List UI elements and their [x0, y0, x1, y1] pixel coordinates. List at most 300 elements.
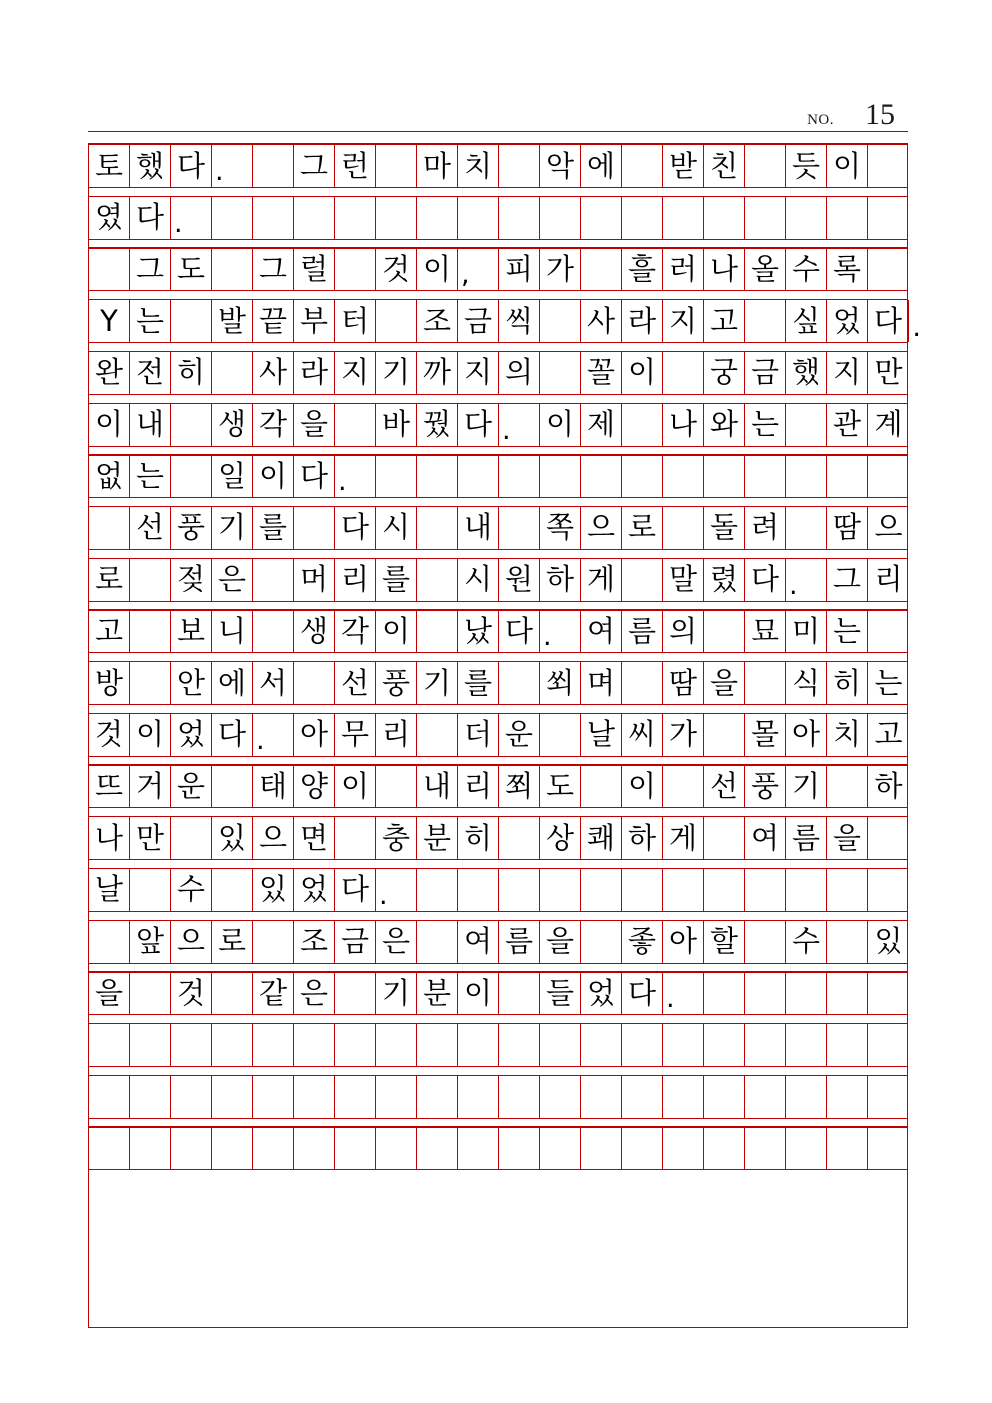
manuscript-cell-empty[interactable] [417, 559, 458, 601]
manuscript-cell[interactable]: 수 [786, 921, 827, 963]
manuscript-cell[interactable]: 쪽 [540, 507, 581, 549]
manuscript-cell-empty[interactable] [89, 921, 130, 963]
manuscript-cell[interactable]: 충 [376, 817, 417, 859]
manuscript-cell-empty[interactable] [827, 765, 868, 807]
manuscript-cell-empty[interactable] [622, 1127, 663, 1169]
manuscript-cell[interactable]: 에 [212, 662, 253, 704]
manuscript-cell-empty[interactable] [212, 972, 253, 1014]
manuscript-cell-empty[interactable] [417, 610, 458, 652]
manuscript-cell-empty[interactable] [868, 197, 909, 239]
manuscript-cell-empty[interactable] [663, 455, 704, 497]
manuscript-cell-empty[interactable] [335, 197, 376, 239]
manuscript-cell-empty[interactable] [376, 1024, 417, 1066]
manuscript-cell-empty[interactable] [335, 1076, 376, 1118]
manuscript-cell-empty[interactable] [335, 404, 376, 446]
manuscript-cell[interactable]: 다 [335, 507, 376, 549]
manuscript-cell[interactable]: 리 [458, 765, 499, 807]
manuscript-cell[interactable]: 리 [335, 559, 376, 601]
manuscript-cell-empty[interactable] [130, 1076, 171, 1118]
manuscript-cell[interactable]: 는 [874, 665, 903, 700]
manuscript-cell[interactable]: 히 [827, 662, 868, 704]
manuscript-cell[interactable]: Y [89, 300, 130, 342]
manuscript-cell-empty[interactable] [212, 248, 253, 290]
manuscript-cell-empty[interactable] [581, 1076, 622, 1118]
manuscript-cell-empty[interactable] [540, 869, 581, 911]
manuscript-cell-empty[interactable] [212, 869, 253, 911]
manuscript-cell[interactable]: 몰 [745, 714, 786, 756]
manuscript-cell[interactable]: 생 [294, 610, 335, 652]
manuscript-cell[interactable]: 수 [786, 248, 827, 290]
manuscript-cell-empty[interactable] [745, 972, 786, 1014]
manuscript-cell[interactable]: 었 [294, 869, 335, 911]
manuscript-cell[interactable]: 각 [253, 404, 294, 446]
manuscript-cell[interactable]: 히 [171, 352, 212, 394]
manuscript-cell[interactable]: 을 [704, 662, 745, 704]
manuscript-cell-empty[interactable] [827, 1076, 868, 1118]
manuscript-cell[interactable]: 날 [89, 869, 130, 911]
manuscript-cell[interactable]: 은 [376, 921, 417, 963]
manuscript-cell-empty[interactable] [294, 1024, 335, 1066]
manuscript-cell[interactable]: 다 [130, 197, 171, 239]
manuscript-cell[interactable]: 완 [89, 352, 130, 394]
manuscript-cell[interactable]: 아 [294, 714, 335, 756]
manuscript-cell[interactable]: . [171, 197, 212, 239]
manuscript-cell[interactable]: 지 [663, 300, 704, 342]
manuscript-cell[interactable]: 을 [89, 972, 130, 1014]
manuscript-cell-empty[interactable] [89, 1127, 130, 1169]
manuscript-cell[interactable]: 라 [294, 352, 335, 394]
manuscript-cell-empty[interactable] [376, 1076, 417, 1118]
manuscript-cell-empty[interactable] [540, 1076, 581, 1118]
manuscript-cell[interactable]: 이 [622, 765, 663, 807]
manuscript-cell-empty[interactable] [745, 921, 786, 963]
manuscript-cell[interactable]: 으 [581, 507, 622, 549]
manuscript-cell[interactable]: 름 [622, 610, 663, 652]
manuscript-cell-empty[interactable] [868, 1076, 909, 1118]
manuscript-cell[interactable]: 럴 [294, 248, 335, 290]
manuscript-cell[interactable]: 은 [294, 972, 335, 1014]
manuscript-cell[interactable]: 올 [745, 248, 786, 290]
manuscript-cell[interactable]: . [499, 404, 540, 446]
manuscript-cell[interactable]: 좋 [622, 921, 663, 963]
manuscript-cell[interactable]: 는 [130, 300, 171, 342]
manuscript-cell-empty[interactable] [499, 1076, 540, 1118]
manuscript-cell-empty[interactable] [745, 455, 786, 497]
manuscript-cell[interactable]: 고 [704, 300, 745, 342]
manuscript-cell[interactable]: 계 [874, 407, 903, 442]
manuscript-cell[interactable]: 더 [458, 714, 499, 756]
manuscript-cell-empty[interactable] [253, 1024, 294, 1066]
manuscript-cell-empty[interactable] [540, 352, 581, 394]
manuscript-cell-empty[interactable] [171, 1127, 212, 1169]
manuscript-cell[interactable]: 날 [581, 714, 622, 756]
manuscript-cell[interactable]: 원 [499, 559, 540, 601]
manuscript-cell[interactable]: 이 [540, 404, 581, 446]
manuscript-cell[interactable]: 있 [212, 817, 253, 859]
manuscript-cell-empty[interactable] [171, 1076, 212, 1118]
manuscript-cell-empty[interactable] [335, 1127, 376, 1169]
manuscript-cell[interactable]: 나 [704, 248, 745, 290]
manuscript-cell-empty[interactable] [622, 404, 663, 446]
manuscript-cell-empty[interactable] [499, 817, 540, 859]
manuscript-cell[interactable]: 사 [253, 352, 294, 394]
manuscript-cell[interactable]: 하 [540, 559, 581, 601]
manuscript-cell[interactable]: 쾌 [581, 817, 622, 859]
manuscript-cell[interactable]: 이 [376, 610, 417, 652]
manuscript-cell[interactable]: 분 [417, 817, 458, 859]
manuscript-cell-empty[interactable] [663, 1127, 704, 1169]
manuscript-cell[interactable]: 땀 [827, 507, 868, 549]
manuscript-cell[interactable]: 으 [874, 510, 903, 545]
manuscript-cell-empty[interactable] [540, 714, 581, 756]
manuscript-cell-empty[interactable] [704, 197, 745, 239]
manuscript-cell-empty[interactable] [622, 869, 663, 911]
manuscript-cell[interactable]: 의 [663, 610, 704, 652]
manuscript-cell-empty[interactable] [458, 1127, 499, 1169]
manuscript-cell[interactable]: 씩 [499, 300, 540, 342]
manuscript-cell[interactable]: 다 [868, 300, 909, 342]
manuscript-cell-empty[interactable] [581, 869, 622, 911]
manuscript-cell-empty[interactable] [294, 197, 335, 239]
manuscript-cell-empty[interactable] [376, 765, 417, 807]
manuscript-cell-empty[interactable] [663, 507, 704, 549]
manuscript-cell[interactable]: 그 [253, 248, 294, 290]
manuscript-cell-empty[interactable] [130, 559, 171, 601]
manuscript-cell-empty[interactable] [622, 145, 663, 187]
manuscript-cell[interactable]: 다 [745, 559, 786, 601]
manuscript-cell-empty[interactable] [130, 662, 171, 704]
manuscript-cell[interactable]: 것 [171, 972, 212, 1014]
manuscript-cell-empty[interactable] [704, 869, 745, 911]
manuscript-cell[interactable]: 그 [827, 559, 868, 601]
manuscript-cell[interactable]: 있 [253, 869, 294, 911]
manuscript-cell-empty[interactable] [212, 197, 253, 239]
manuscript-cell-empty[interactable] [827, 1127, 868, 1169]
manuscript-cell-empty[interactable] [622, 1076, 663, 1118]
manuscript-cell[interactable]: 시 [376, 507, 417, 549]
manuscript-cell[interactable]: 뜨 [89, 765, 130, 807]
manuscript-cell-empty[interactable] [212, 765, 253, 807]
manuscript-cell[interactable]: 으 [171, 921, 212, 963]
manuscript-cell[interactable]: 것 [376, 248, 417, 290]
manuscript-cell-empty[interactable] [458, 1076, 499, 1118]
manuscript-cell-empty[interactable] [868, 610, 909, 652]
manuscript-cell[interactable]: 이 [335, 765, 376, 807]
manuscript-cell-empty[interactable] [335, 248, 376, 290]
manuscript-cell[interactable]: 서 [253, 662, 294, 704]
manuscript-cell[interactable]: 내 [417, 765, 458, 807]
manuscript-cell[interactable]: 까 [417, 352, 458, 394]
manuscript-cell-empty[interactable] [663, 352, 704, 394]
manuscript-cell-empty[interactable] [827, 197, 868, 239]
manuscript-cell-empty[interactable] [294, 1127, 335, 1169]
manuscript-cell[interactable]: 선 [335, 662, 376, 704]
manuscript-cell[interactable]: 런 [335, 145, 376, 187]
manuscript-cell-empty[interactable] [253, 197, 294, 239]
manuscript-cell-empty[interactable] [499, 869, 540, 911]
manuscript-cell-empty[interactable] [417, 714, 458, 756]
manuscript-cell[interactable]: 안 [171, 662, 212, 704]
manuscript-cell-empty[interactable] [622, 1024, 663, 1066]
manuscript-cell[interactable]: 수 [171, 869, 212, 911]
manuscript-cell[interactable]: 가 [663, 714, 704, 756]
manuscript-cell-empty[interactable] [786, 1076, 827, 1118]
manuscript-cell-empty[interactable] [171, 455, 212, 497]
manuscript-cell[interactable]: 의 [499, 352, 540, 394]
manuscript-cell-empty[interactable] [704, 972, 745, 1014]
manuscript-cell-empty[interactable] [171, 300, 212, 342]
manuscript-cell[interactable]: 났 [458, 610, 499, 652]
manuscript-cell[interactable]: 씨 [622, 714, 663, 756]
manuscript-cell-empty[interactable] [581, 455, 622, 497]
manuscript-cell-empty[interactable] [499, 662, 540, 704]
manuscript-cell-empty[interactable] [89, 248, 130, 290]
manuscript-cell[interactable]: 으 [253, 817, 294, 859]
manuscript-cell[interactable]: 었 [581, 972, 622, 1014]
manuscript-cell[interactable]: , [458, 248, 499, 290]
manuscript-cell-empty[interactable] [704, 1024, 745, 1066]
manuscript-cell[interactable]: 을 [294, 404, 335, 446]
manuscript-cell-empty[interactable] [376, 455, 417, 497]
manuscript-cell[interactable]: 무 [335, 714, 376, 756]
manuscript-cell[interactable]: 운 [499, 714, 540, 756]
manuscript-cell[interactable]: 은 [212, 559, 253, 601]
manuscript-cell[interactable]: 듯 [786, 145, 827, 187]
manuscript-cell-empty[interactable] [868, 145, 909, 187]
manuscript-cell-empty[interactable] [704, 455, 745, 497]
manuscript-cell[interactable]: 묘 [745, 610, 786, 652]
manuscript-cell-empty[interactable] [868, 972, 909, 1014]
manuscript-cell[interactable]: 로 [622, 507, 663, 549]
manuscript-cell-empty[interactable] [294, 507, 335, 549]
manuscript-cell[interactable]: 금 [745, 352, 786, 394]
manuscript-cell-empty[interactable] [376, 1127, 417, 1169]
manuscript-cell[interactable]: . [212, 145, 253, 187]
manuscript-cell[interactable]: 발 [212, 300, 253, 342]
manuscript-cell-empty[interactable] [294, 1076, 335, 1118]
manuscript-cell[interactable]: 것 [89, 714, 130, 756]
manuscript-cell-empty[interactable] [499, 507, 540, 549]
manuscript-cell[interactable]: 에 [581, 145, 622, 187]
manuscript-cell[interactable]: 내 [130, 404, 171, 446]
manuscript-cell-empty[interactable] [540, 455, 581, 497]
manuscript-cell-empty[interactable] [89, 1024, 130, 1066]
manuscript-cell-empty[interactable] [417, 197, 458, 239]
manuscript-cell[interactable]: . [663, 972, 704, 1014]
manuscript-cell-empty[interactable] [171, 404, 212, 446]
manuscript-cell[interactable]: 일 [212, 455, 253, 497]
manuscript-cell[interactable]: 름 [786, 817, 827, 859]
manuscript-cell-empty[interactable] [499, 972, 540, 1014]
manuscript-cell[interactable]: 태 [253, 765, 294, 807]
manuscript-cell[interactable]: 고 [874, 717, 903, 752]
manuscript-cell[interactable]: 마 [417, 145, 458, 187]
manuscript-cell-empty[interactable] [827, 972, 868, 1014]
manuscript-cell-empty[interactable] [253, 145, 294, 187]
manuscript-cell[interactable]: 땀 [663, 662, 704, 704]
manuscript-cell-empty[interactable] [253, 921, 294, 963]
manuscript-cell[interactable]: 도 [171, 248, 212, 290]
manuscript-cell-empty[interactable] [581, 921, 622, 963]
manuscript-cell-empty[interactable] [786, 972, 827, 1014]
manuscript-cell[interactable]: 러 [663, 248, 704, 290]
manuscript-cell[interactable]: 돌 [704, 507, 745, 549]
manuscript-cell-empty[interactable] [335, 1024, 376, 1066]
manuscript-cell[interactable]: 면 [294, 817, 335, 859]
manuscript-cell-empty[interactable] [704, 1076, 745, 1118]
manuscript-cell[interactable]: 관 [827, 404, 868, 446]
manuscript-cell[interactable]: 쐬 [540, 662, 581, 704]
manuscript-cell[interactable]: 치 [827, 714, 868, 756]
manuscript-cell-empty[interactable] [89, 507, 130, 549]
manuscript-cell-empty[interactable] [745, 1127, 786, 1169]
manuscript-cell-empty[interactable] [417, 507, 458, 549]
manuscript-cell[interactable]: 했 [130, 145, 171, 187]
manuscript-cell[interactable]: 젖 [171, 559, 212, 601]
manuscript-cell[interactable]: 상 [540, 817, 581, 859]
manuscript-cell[interactable]: 아 [786, 714, 827, 756]
manuscript-cell[interactable]: 였 [89, 197, 130, 239]
manuscript-cell-empty[interactable] [622, 662, 663, 704]
manuscript-cell-empty[interactable] [581, 1127, 622, 1169]
manuscript-cell[interactable]: 흘 [622, 248, 663, 290]
manuscript-cell-empty[interactable] [827, 1024, 868, 1066]
manuscript-cell-empty[interactable] [540, 197, 581, 239]
manuscript-cell-empty[interactable] [499, 145, 540, 187]
manuscript-cell[interactable]: 금 [458, 300, 499, 342]
manuscript-cell[interactable]: 친 [704, 145, 745, 187]
manuscript-cell[interactable]: 이 [622, 352, 663, 394]
manuscript-cell-empty[interactable] [253, 559, 294, 601]
manuscript-cell[interactable]: 미 [786, 610, 827, 652]
manuscript-cell-empty[interactable] [540, 1024, 581, 1066]
manuscript-cell-empty[interactable] [212, 352, 253, 394]
manuscript-cell-empty[interactable] [581, 765, 622, 807]
manuscript-cell-empty[interactable] [171, 1024, 212, 1066]
manuscript-cell[interactable]: 부 [294, 300, 335, 342]
manuscript-cell[interactable]: 며 [581, 662, 622, 704]
manuscript-cell[interactable]: 다 [622, 972, 663, 1014]
manuscript-cell[interactable]: 다 [212, 714, 253, 756]
manuscript-cell-empty[interactable] [745, 300, 786, 342]
manuscript-cell[interactable]: 말 [663, 559, 704, 601]
manuscript-cell[interactable]: 금 [335, 921, 376, 963]
manuscript-cell[interactable]: . [376, 869, 417, 911]
manuscript-cell[interactable]: 여 [458, 921, 499, 963]
manuscript-cell[interactable]: 하 [874, 768, 903, 803]
manuscript-cell-empty[interactable] [663, 197, 704, 239]
manuscript-cell[interactable]: 이 [130, 714, 171, 756]
manuscript-cell[interactable]: 만 [130, 817, 171, 859]
manuscript-cell[interactable]: 을 [540, 921, 581, 963]
manuscript-cell[interactable]: 피 [499, 248, 540, 290]
manuscript-cell[interactable]: 싶 [786, 300, 827, 342]
manuscript-cell[interactable]: 조 [417, 300, 458, 342]
manuscript-cell-empty[interactable] [417, 1127, 458, 1169]
manuscript-cell-empty[interactable] [868, 455, 909, 497]
manuscript-cell-empty[interactable] [622, 455, 663, 497]
manuscript-cell[interactable]: 아 [663, 921, 704, 963]
manuscript-cell-empty[interactable] [663, 869, 704, 911]
manuscript-cell[interactable]: 없 [89, 455, 130, 497]
manuscript-cell[interactable]: 다 [499, 610, 540, 652]
manuscript-cell[interactable]: 여 [745, 817, 786, 859]
manuscript-cell-empty[interactable] [540, 1127, 581, 1169]
manuscript-cell-empty[interactable] [745, 662, 786, 704]
manuscript-cell-empty[interactable] [130, 610, 171, 652]
manuscript-cell[interactable]: 이 [253, 455, 294, 497]
manuscript-cell[interactable]: 려 [745, 507, 786, 549]
manuscript-cell[interactable]: 나 [89, 817, 130, 859]
manuscript-cell[interactable]: 있 [874, 924, 903, 959]
manuscript-cell[interactable]: 이 [458, 972, 499, 1014]
manuscript-cell[interactable]: 거 [130, 765, 171, 807]
manuscript-cell-empty[interactable] [786, 869, 827, 911]
manuscript-cell-empty[interactable] [294, 662, 335, 704]
manuscript-cell-empty[interactable] [540, 300, 581, 342]
manuscript-cell-empty[interactable] [663, 1076, 704, 1118]
manuscript-cell-empty[interactable] [704, 817, 745, 859]
manuscript-cell[interactable]: 이 [89, 404, 130, 446]
manuscript-cell[interactable]: . [540, 610, 581, 652]
manuscript-cell[interactable]: 여 [581, 610, 622, 652]
manuscript-cell-empty[interactable] [212, 1024, 253, 1066]
manuscript-cell[interactable]: 를 [253, 507, 294, 549]
manuscript-cell[interactable]: 와 [704, 404, 745, 446]
manuscript-cell-empty[interactable] [499, 455, 540, 497]
manuscript-cell-empty[interactable] [868, 1024, 909, 1066]
manuscript-cell[interactable]: 그 [294, 145, 335, 187]
manuscript-cell-empty[interactable] [745, 197, 786, 239]
manuscript-cell[interactable]: 록 [827, 248, 868, 290]
manuscript-cell[interactable]: 꿨 [417, 404, 458, 446]
manuscript-cell[interactable]: 다 [335, 869, 376, 911]
manuscript-cell[interactable]: 게 [581, 559, 622, 601]
manuscript-cell-empty[interactable] [458, 455, 499, 497]
manuscript-cell[interactable]: . [786, 559, 827, 601]
manuscript-cell-empty[interactable] [704, 1127, 745, 1169]
manuscript-cell[interactable]: 전 [130, 352, 171, 394]
manuscript-cell[interactable]: 시 [458, 559, 499, 601]
manuscript-cell-empty[interactable] [745, 145, 786, 187]
manuscript-cell-empty[interactable] [499, 1127, 540, 1169]
manuscript-cell-empty[interactable] [868, 248, 909, 290]
manuscript-cell[interactable]: 기 [376, 352, 417, 394]
manuscript-cell-empty[interactable] [458, 1024, 499, 1066]
manuscript-cell-empty[interactable] [171, 817, 212, 859]
manuscript-cell-empty[interactable] [376, 197, 417, 239]
manuscript-cell[interactable]: 라 [622, 300, 663, 342]
manuscript-cell[interactable]: 보 [171, 610, 212, 652]
manuscript-cell-empty[interactable] [581, 1024, 622, 1066]
manuscript-cell-empty[interactable] [458, 869, 499, 911]
manuscript-cell[interactable]: 머 [294, 559, 335, 601]
manuscript-cell-empty[interactable] [786, 404, 827, 446]
manuscript-cell[interactable]: 쬐 [499, 765, 540, 807]
manuscript-cell[interactable]: 방 [89, 662, 130, 704]
manuscript-cell[interactable]: 풍 [171, 507, 212, 549]
manuscript-cell[interactable]: 받 [663, 145, 704, 187]
manuscript-cell-empty[interactable] [253, 1127, 294, 1169]
manuscript-cell-empty[interactable] [786, 1024, 827, 1066]
manuscript-cell[interactable]: 었 [171, 714, 212, 756]
manuscript-cell[interactable]: 바 [376, 404, 417, 446]
manuscript-cell[interactable]: 기 [212, 507, 253, 549]
manuscript-cell-empty[interactable] [663, 765, 704, 807]
manuscript-cell[interactable]: 악 [540, 145, 581, 187]
manuscript-cell[interactable]: 지 [827, 352, 868, 394]
manuscript-cell-empty[interactable] [417, 455, 458, 497]
